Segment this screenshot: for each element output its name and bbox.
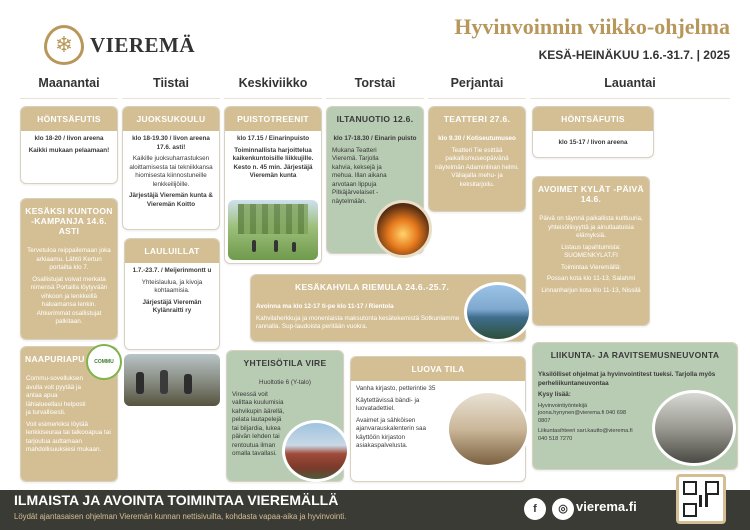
event-desc: Vireessä voit valittaa kuulumisia kahvikupin äärellä, pelata lautapelejä tai biljardia, lukea päivän lehden tai rentoutua ilman omalla tavallasi. [232, 390, 285, 457]
event-kesaksi-kuntoon [20, 198, 118, 340]
event-desc: Yksilölliset ohjelmat ja hyvinvointitest tueksi. Tarjolla myös perheliikuntaneuvontaa [538, 371, 716, 387]
event-title: PUISTOTREENIT [225, 107, 321, 131]
footer-title: ILMAISTA JA AVOINTA TOIMINTAA VIEREMÄLLÄ [14, 492, 339, 508]
event-desc: Kaikille juoksuharrastuksen aloittamisesta tai tekniikkansa hiomisesta kiinnostuneille lenkkeilijöille. [129, 155, 213, 188]
event-desc: Tervetuloa reippailemaan joka arkiaamu. Lähtö Kertun portailta klo 7. [27, 247, 111, 271]
event-location: Vanha kirjasto, petterintie 35 [356, 385, 436, 392]
contact-1: Hyvinvointiyöntekijä joona.hynynen@vierema.fi 040 698 0807 [538, 402, 627, 424]
day-wednesday: Keskiviikko [224, 76, 322, 99]
event-title: YHTEISÖTILA VIRE [227, 351, 343, 375]
event-hontsafutis-saturday [532, 106, 654, 158]
event-desc-2: Osallistujat voivat merkata nimensä Portailla löytyvään vihkoon ja lenkkeillä haluamansa lenkin. Ahkerimmat osallistujat palkitaan. [30, 275, 108, 325]
qr-code-icon[interactable] [676, 474, 726, 524]
day-saturday: Lauantai [530, 76, 730, 99]
brand-logo [44, 22, 214, 68]
day-tuesday: Tiistai [122, 76, 220, 99]
event-time: 1.7.-23.7. / Meijerinmontt u [132, 267, 212, 274]
event-desc: Toiminnallista harjoittelua kaikenkuntoisille liikkujille. Kesto n. 45 min. Järjestäjä Vieremän kunta [232, 146, 314, 179]
cafe-photo [464, 282, 532, 342]
snowflake-leaf-icon: ❄ [44, 25, 84, 65]
day-friday: Perjantai [428, 76, 526, 99]
event-time: klo 17-18.30 / Einarin puisto [333, 135, 417, 142]
gym-photo [652, 390, 736, 466]
singing-photo [124, 354, 220, 406]
event-time: klo 9.30 / Kotiseutumuseo [438, 135, 516, 142]
event-desc: Päivä on täynnä paikallista kulttuuria, yhteisöllisyyttä ja ainutlaatuisia elämyksiä. [539, 215, 643, 239]
event-title: HÖNTSÄFUTIS [533, 107, 653, 131]
event-hontsafutis-monday [20, 106, 118, 184]
event-title: ILTANUOTIO 12.6. [327, 107, 423, 131]
park-photo [228, 200, 318, 260]
contact-heading: Kysy lisää: [538, 391, 571, 398]
event-desc: Yhteislaulua, ja kivoja kohtaamisia. [141, 278, 203, 294]
event-time: klo 17.15 / Einarinpuisto [236, 135, 310, 142]
event-juoksukoulu [122, 106, 220, 230]
event-location-1: Possan kota klo 11-13, Salahmi [546, 275, 636, 282]
day-monday: Maanantai [20, 76, 118, 99]
event-title: HÖNTSÄFUTIS [21, 107, 117, 131]
event-location: Huoltotie 6 (Y-talo) [259, 379, 311, 386]
event-organizer: Järjestäjä Vieremän kunta & Vieremän Koitto [129, 192, 213, 208]
event-title: LIIKUNTA- JA RAVITSEMUSNEUVONTA [533, 343, 737, 367]
event-desc: Kaikki mukaan pelaamaan! [28, 146, 110, 154]
page-subtitle: KESÄ-HEINÄKUU 1.6.-31.7. | 2025 [538, 48, 730, 62]
event-desc: Mukana Teatteri Vieremä. Tarjolla kahvia, keksejä ja mehua. Illan aikana arvotaan lippuja Pitkäjärvelaiset -näytelmään. [332, 146, 387, 205]
event-subhead: Toimintaa Vieremällä: [560, 263, 622, 271]
event-desc-2: Voit esimerkiksi löytää lenkkiseuraa tai talkooapua tai tarjoutua auttamaan mahdollisuuksiesi mukaan. [26, 420, 111, 453]
campfire-photo [374, 200, 432, 258]
event-time: Avoinna ma klo 12-17 ti-pe klo 11-17 / Rientola [256, 303, 394, 310]
brand-name: VIEREMÄ [90, 32, 196, 57]
event-location-2: Linnanharjun kota klo 11-13, Nissilä [541, 286, 641, 294]
event-time: klo 18-20 / Iivon areena [34, 135, 104, 142]
event-desc-2: Avaimet ja sähköisen ajanvarauskalenterin saa käyttöön kirjaston asiakaspalvelusta. [356, 416, 427, 449]
event-title: LUOVA TILA [351, 357, 525, 381]
event-title: JUOKSUKOULU [123, 107, 219, 131]
footer-subtitle: Löydät ajantasaisen ohjelman Vieremän kunnan nettisivuilta, kohdasta vapaa-aika ja hyvinvointi. [14, 512, 347, 521]
day-thursday: Torstai [326, 76, 424, 99]
event-title: TEATTERI 27.6. [429, 107, 525, 131]
instagram-icon[interactable]: ◎ [552, 498, 574, 520]
page-title: Hyvinvoinnin viikko-ohjelma [454, 14, 730, 39]
facebook-icon[interactable]: f [524, 498, 546, 520]
event-desc: Käytettävissä bändi- ja luovatadettiel. [356, 396, 420, 412]
music-room-photo [446, 390, 530, 468]
event-organizer: Järjestäjä Vieremän Kylänraitti ry [142, 298, 202, 314]
building-photo [282, 420, 350, 482]
event-title: KESÄKAHVILA RIEMULA 24.6.-25.7. [251, 275, 525, 299]
event-desc: Kahvilaherkkuja ja monenlaista maksutonta kesätekemistä Sotkunlamme rannalla. Sup-laudoista peritään vuokra. [256, 314, 460, 330]
event-title: NAAPURIAPU [21, 347, 117, 371]
event-time: klo 15-17 / Iivon areena [558, 139, 628, 146]
contact-2: Liikuntasihteeri sari.kautto@vierema.fi 040 518 7270 [538, 428, 633, 442]
commu-logo-icon: COMMU [86, 344, 122, 380]
event-link: Listaus tapahtumista: SUOMENKYLAT.FI [561, 243, 621, 259]
event-avoimet-kylat [532, 176, 650, 326]
event-desc: Teatteri Tie esittää paikallismuseopäivänä näytelmän Adaminlinan helmi. Väliajalla mehu- ja keksitarjoilu. [435, 146, 519, 188]
event-title: AVOIMET KYLÄT -PÄIVÄ 14.6. [533, 177, 649, 211]
event-title: LAULUILLAT [125, 239, 219, 263]
event-teatteri [428, 106, 526, 212]
event-title: KESÄKSI KUNTOON -KAMPANJA 14.6. ASTI [21, 199, 117, 243]
event-desc: Commu-sovelluksen avulla voit pyytää ja antaa apua lähialueellasi helposti ja turvallisesti. [26, 375, 86, 416]
event-time: klo 18-19.30 / Iivon areena 17.6. asti! [132, 135, 210, 151]
event-lauluillat [124, 238, 220, 350]
website-link[interactable]: vierema.fi [576, 499, 637, 514]
